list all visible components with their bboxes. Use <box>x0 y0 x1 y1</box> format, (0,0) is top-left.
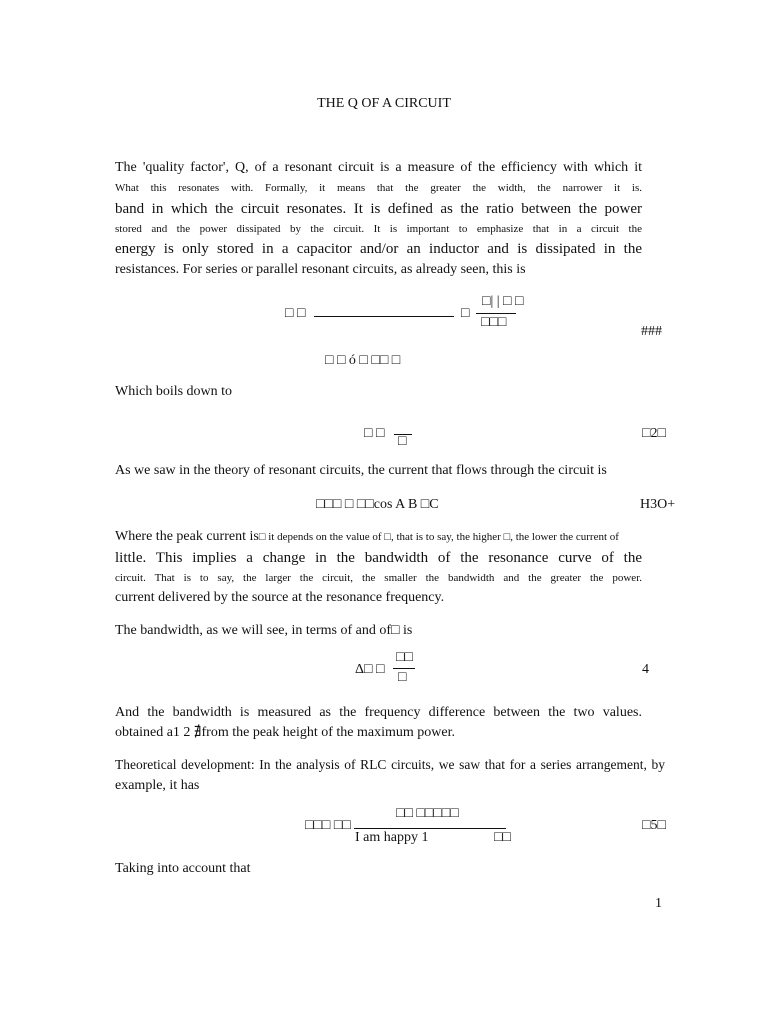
eq4-fraction-bar <box>393 668 415 669</box>
eq1-mid: □ <box>461 306 470 321</box>
bandwidth-measure-paragraph <box>115 703 642 743</box>
intro-line-2: What this resonates with. Formally, it means that the greater the width, the narrower it is. <box>115 182 642 194</box>
peak-line-2: little. This implies a change in the bandwidth of the resonance curve of the <box>115 550 642 566</box>
eq4-numerator: □□ <box>396 650 413 665</box>
eq2-denominator: □ <box>398 434 407 449</box>
intro-line-5: energy is only stored in a capacitor and/or an inductor and is dissipated in the <box>115 241 642 257</box>
theory-paragraph <box>115 754 665 796</box>
eq1-fraction-bar <box>476 313 516 314</box>
theory-line-2: example, it has <box>115 778 200 793</box>
measure-line-1: And the bandwidth is measured as the frequency difference between the two values. <box>115 705 642 720</box>
bandwidth-intro-text: The bandwidth, as we will see, in terms of and of□ is <box>115 623 413 638</box>
intro-line-3: band in which the circuit resonates. It is defined as the ratio between the power <box>115 201 642 217</box>
eq2-number: □2□ <box>642 426 666 441</box>
eq5-numerator: □□ □□□□□ <box>396 806 459 821</box>
intro-line-1: The 'quality factor', Q, of a resonant circuit is a measure of the efficiency with which it <box>115 160 642 175</box>
theory-line-1: Theoretical development: In the analysis of RLC circuits, we saw that for a series arrangement, by <box>115 757 665 772</box>
eq5-denominator: I am happy 1 <box>355 830 429 845</box>
page-title: THE Q OF A CIRCUIT <box>317 96 451 111</box>
eq1-numerator: □| | □ □ <box>482 294 524 309</box>
eq5-right: □□ <box>494 830 511 845</box>
eq2-lhs: □ □ <box>364 426 385 441</box>
eq1-subline: □ □ ó □ □□ □ <box>325 353 401 368</box>
eq3-number: H3O+ <box>640 497 676 512</box>
page-number: 1 <box>655 896 662 911</box>
eq1-lhs: □ □ <box>285 306 306 321</box>
eq1-denominator: □□□ <box>481 315 507 330</box>
eq4-number: 4 <box>642 662 649 677</box>
eq5-lhs: □□□ □□ <box>305 818 351 833</box>
which-boils-text: Which boils down to <box>115 384 233 399</box>
eq1-long-bar <box>314 316 454 317</box>
current-intro-text: As we saw in the theory of resonant circuits, the current that flows through the circuit is <box>115 463 607 478</box>
peak-current-paragraph <box>115 527 642 609</box>
measure-line-2: obtained a1 2 ∄from the peak height of the maximum power. <box>115 725 456 740</box>
peak-line-3: circuit. That is to say, the larger the circuit, the smaller the bandwidth and the greater the power. <box>115 572 642 584</box>
peak-line-4: current delivered by the source at the resonance frequency. <box>115 590 445 605</box>
intro-line-6: resistances. For series or parallel resonant circuits, as already seen, this is <box>115 262 526 277</box>
intro-line-4: stored and the power dissipated by the circuit. It is important to emphasize that in a circuit the <box>115 223 642 235</box>
taking-into-account-text: Taking into account that <box>115 861 251 876</box>
eq5-fraction-bar <box>354 828 506 829</box>
intro-paragraph <box>115 158 642 280</box>
eq5-number: □5□ <box>642 818 666 833</box>
peak-line-1: Where the peak current is□ it depends on the value of □, that is to say, the higher □, the lower the current of <box>115 529 619 544</box>
eq4-lhs: Δ□ □ <box>355 662 385 677</box>
eq1-number: ### <box>641 324 662 339</box>
eq3-expression: □□□ □ □□cos A B □C <box>316 497 439 512</box>
eq4-denominator: □ <box>398 670 407 685</box>
